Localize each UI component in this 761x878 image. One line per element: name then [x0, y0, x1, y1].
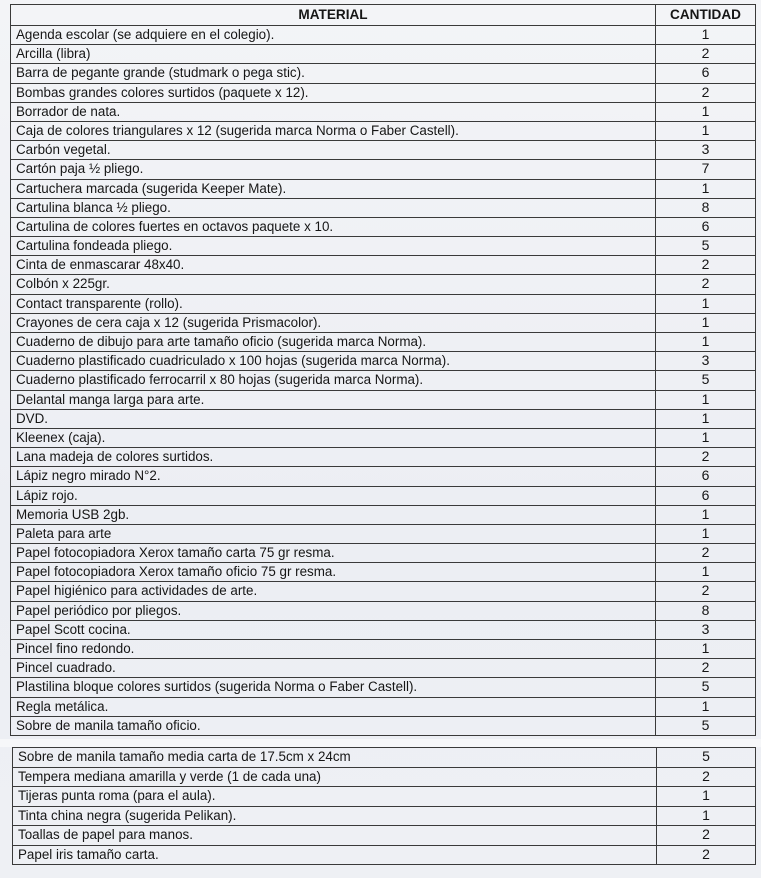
material-cell: Barra de pegante grande (studmark o pega stic).: [11, 64, 656, 83]
cantidad-column-header: CANTIDAD: [656, 5, 756, 26]
material-cell: Memoria USB 2gb.: [11, 505, 656, 524]
material-cell: Cartulina blanca ½ pliego.: [11, 198, 656, 217]
cantidad-cell: 1: [656, 409, 756, 428]
material-cell: Carbón vegetal.: [11, 141, 656, 160]
cantidad-cell: 2: [656, 256, 756, 275]
material-column-header: MATERIAL: [11, 5, 656, 26]
table-row: [11, 371, 756, 390]
table-row: [13, 845, 756, 865]
cantidad-cell: 1: [656, 505, 756, 524]
cantidad-cell: 1: [656, 121, 756, 140]
cantidad-cell: 1: [656, 294, 756, 313]
cantidad-cell: 2: [656, 45, 756, 64]
table-row: [11, 544, 756, 563]
table-row: [11, 659, 756, 678]
materials-table-continued-body: [13, 748, 756, 865]
material-cell: Toallas de papel para manos.: [13, 826, 657, 846]
table-row: [11, 563, 756, 582]
cantidad-cell: 2: [656, 448, 756, 467]
material-cell: Cuaderno de dibujo para arte tamaño oficio (sugerida marca Norma).: [11, 333, 656, 352]
cantidad-cell: 1: [656, 179, 756, 198]
table-row: [11, 294, 756, 313]
table-row: [11, 102, 756, 121]
cantidad-cell: 2: [656, 582, 756, 601]
table-row: [11, 640, 756, 659]
table-row: [11, 313, 756, 332]
cantidad-cell: 2: [657, 767, 756, 787]
material-cell: Papel Scott cocina.: [11, 620, 656, 639]
cantidad-cell: 1: [656, 524, 756, 543]
cantidad-cell: 1: [656, 640, 756, 659]
cantidad-cell: 5: [656, 237, 756, 256]
material-cell: Contact transparente (rollo).: [11, 294, 656, 313]
table-row: [11, 716, 756, 735]
material-cell: Lápiz rojo.: [11, 486, 656, 505]
table-row: [11, 237, 756, 256]
cantidad-cell: 5: [656, 716, 756, 735]
table-row: [11, 582, 756, 601]
cantidad-cell: 2: [657, 845, 756, 865]
material-cell: Arcilla (libra): [11, 45, 656, 64]
cantidad-cell: 5: [656, 371, 756, 390]
table-row: [11, 428, 756, 447]
cantidad-cell: 2: [656, 544, 756, 563]
table-row: [13, 787, 756, 807]
table-row: [11, 486, 756, 505]
material-cell: Tempera mediana amarilla y verde (1 de cada una): [13, 767, 657, 787]
cantidad-cell: 1: [656, 102, 756, 121]
material-cell: Cartulina fondeada pliego.: [11, 237, 656, 256]
table-row: [11, 121, 756, 140]
table-row: [11, 45, 756, 64]
table-row: [11, 333, 756, 352]
material-cell: Colbón x 225gr.: [11, 275, 656, 294]
cantidad-cell: 1: [656, 428, 756, 447]
table-row: [11, 275, 756, 294]
material-cell: Sobre de manila tamaño oficio.: [11, 716, 656, 735]
table-row: [11, 409, 756, 428]
material-cell: Pincel fino redondo.: [11, 640, 656, 659]
cantidad-cell: 6: [656, 486, 756, 505]
table-row: [11, 601, 756, 620]
table-header-row: [11, 5, 756, 26]
materials-table: [10, 4, 756, 736]
material-cell: Paleta para arte: [11, 524, 656, 543]
table-row: [11, 390, 756, 409]
material-cell: Tinta china negra (sugerida Pelikan).: [13, 806, 657, 826]
page-break: [0, 739, 761, 747]
material-cell: Tijeras punta roma (para el aula).: [13, 787, 657, 807]
material-cell: Plastilina bloque colores surtidos (sugerida Norma o Faber Castell).: [11, 678, 656, 697]
cantidad-cell: 2: [656, 275, 756, 294]
table-row: [11, 448, 756, 467]
table-row: [11, 160, 756, 179]
material-cell: Caja de colores triangulares x 12 (sugerida marca Norma o Faber Castell).: [11, 121, 656, 140]
cantidad-cell: 3: [656, 141, 756, 160]
material-cell: Cuaderno plastificado ferrocarril x 80 hojas (sugerida marca Norma).: [11, 371, 656, 390]
table-row: [11, 678, 756, 697]
table-row: [11, 352, 756, 371]
cantidad-cell: 6: [656, 217, 756, 236]
cantidad-cell: 1: [657, 806, 756, 826]
cantidad-cell: 3: [656, 352, 756, 371]
cantidad-cell: 6: [656, 64, 756, 83]
material-cell: Sobre de manila tamaño media carta de 17.5cm x 24cm: [13, 748, 657, 768]
materials-table-continued: [12, 747, 756, 865]
cantidad-cell: 8: [656, 198, 756, 217]
table-row: [13, 748, 756, 768]
table-row: [11, 467, 756, 486]
cantidad-cell: 1: [656, 333, 756, 352]
table-row: [11, 83, 756, 102]
table-row: [11, 179, 756, 198]
table-row: [11, 505, 756, 524]
cantidad-cell: 5: [656, 678, 756, 697]
cantidad-cell: 1: [656, 697, 756, 716]
material-cell: Kleenex (caja).: [11, 428, 656, 447]
table-row: [11, 26, 756, 45]
materials-table-body: [11, 26, 756, 736]
cantidad-cell: 8: [656, 601, 756, 620]
cantidad-cell: 1: [656, 563, 756, 582]
cantidad-cell: 7: [656, 160, 756, 179]
cantidad-cell: 1: [656, 26, 756, 45]
material-cell: Cartuchera marcada (sugerida Keeper Mate).: [11, 179, 656, 198]
material-cell: Papel iris tamaño carta.: [13, 845, 657, 865]
cantidad-cell: 2: [656, 659, 756, 678]
table-row: [11, 217, 756, 236]
material-cell: Delantal manga larga para arte.: [11, 390, 656, 409]
material-cell: DVD.: [11, 409, 656, 428]
material-cell: Cartulina de colores fuertes en octavos paquete x 10.: [11, 217, 656, 236]
material-cell: Lana madeja de colores surtidos.: [11, 448, 656, 467]
cantidad-cell: 2: [657, 826, 756, 846]
table-row: [11, 620, 756, 639]
material-cell: Papel fotocopiadora Xerox tamaño carta 75 gr resma.: [11, 544, 656, 563]
material-cell: Papel higiénico para actividades de arte.: [11, 582, 656, 601]
cantidad-cell: 1: [656, 313, 756, 332]
table-row: [11, 524, 756, 543]
table-row: [11, 141, 756, 160]
table-row: [13, 767, 756, 787]
cantidad-cell: 1: [656, 390, 756, 409]
material-cell: Papel periódico por pliegos.: [11, 601, 656, 620]
cantidad-cell: 3: [656, 620, 756, 639]
material-cell: Papel fotocopiadora Xerox tamaño oficio 75 gr resma.: [11, 563, 656, 582]
material-cell: Borrador de nata.: [11, 102, 656, 121]
table-row: [13, 826, 756, 846]
table-row: [13, 806, 756, 826]
table-row: [11, 256, 756, 275]
material-cell: Pincel cuadrado.: [11, 659, 656, 678]
material-cell: Cartón paja ½ pliego.: [11, 160, 656, 179]
material-cell: Regla metálica.: [11, 697, 656, 716]
cantidad-cell: 1: [657, 787, 756, 807]
cantidad-cell: 6: [656, 467, 756, 486]
material-cell: Cuaderno plastificado cuadriculado x 100 hojas (sugerida marca Norma).: [11, 352, 656, 371]
material-cell: Agenda escolar (se adquiere en el colegio).: [11, 26, 656, 45]
table-row: [11, 64, 756, 83]
cantidad-cell: 5: [657, 748, 756, 768]
cantidad-cell: 2: [656, 83, 756, 102]
material-cell: Bombas grandes colores surtidos (paquete x 12).: [11, 83, 656, 102]
material-cell: Cinta de enmascarar 48x40.: [11, 256, 656, 275]
material-cell: Lápiz negro mirado N°2.: [11, 467, 656, 486]
table-row: [11, 198, 756, 217]
material-cell: Crayones de cera caja x 12 (sugerida Prismacolor).: [11, 313, 656, 332]
table-row: [11, 697, 756, 716]
